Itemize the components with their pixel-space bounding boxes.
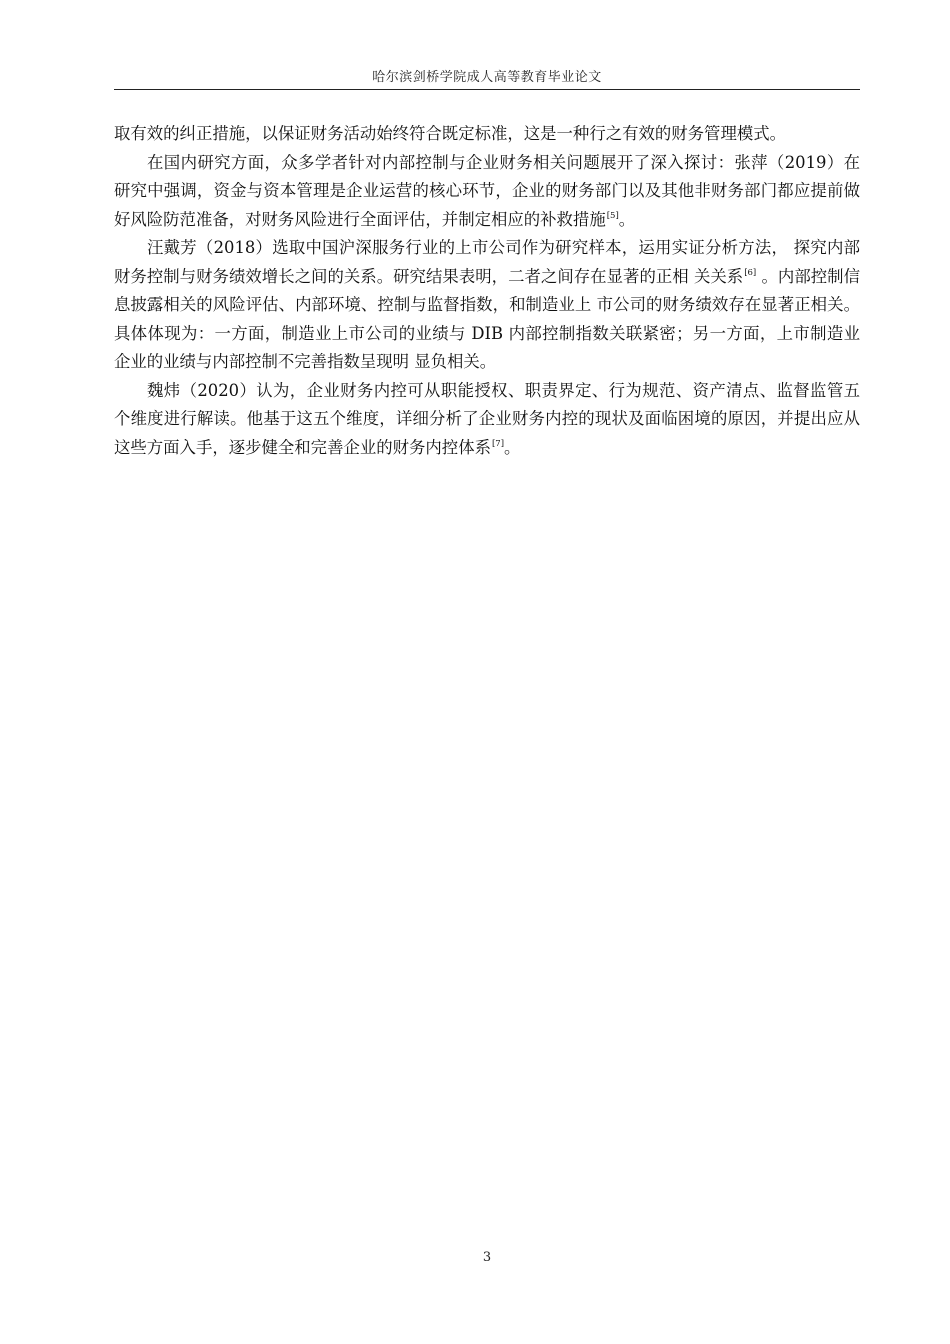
citation-reference: [6] bbox=[744, 267, 757, 278]
paragraph-text: 魏炜（2020）认为，企业财务内控可从职能授权、职责界定、行为规范、资产清点、监督监管五个维度进行解读。他基于这五个维度，详细分析了企业财务内控的现状及面临困境的原因，并提出应从这些方面入手，逐步健全和完善企业的财务内控体系 bbox=[114, 380, 860, 457]
header-divider bbox=[114, 89, 860, 90]
paragraph-tail: 。 bbox=[504, 437, 521, 457]
body-text bbox=[114, 120, 860, 462]
page-number: 3 bbox=[482, 1250, 492, 1265]
citation-reference: [7] bbox=[491, 438, 505, 449]
paragraph-wei-study bbox=[114, 377, 860, 463]
paragraph-tail: 。 bbox=[618, 209, 636, 229]
paragraph-wang-study bbox=[114, 234, 860, 377]
paragraph-text: 汪戴芳（2018）选取中国沪深服务行业的上市公司作为研究样本，运用实证分析方法， 探究内部财务控制与财务绩效增长之间的关系。研究结果表明，二者之间存在显著的正相 关关系 bbox=[114, 238, 860, 286]
paragraph-domestic-research bbox=[114, 149, 860, 235]
citation-reference: [5] bbox=[606, 210, 619, 221]
paragraph-text: 在国内研究方面，众多学者针对内部控制与企业财务相关问题展开了深入探讨：张萍（2019）在研究中强调，资金与资本管理是企业运营的核心环节，企业的财务部门以及其他非财务部门都应提前做好风险防范准备，对财务风险进行全面评估，并制定相应的补救措施 bbox=[114, 152, 860, 229]
paragraph-continuation bbox=[114, 120, 860, 149]
paragraph-tail: 。内部控制信息披露相关的风险评估、内部环境、控制与监督指数，和制造业上 市公司的财务绩效存在显著正相关。具体体现为：一方面，制造业上市公司的业绩与 DIB 内部控制指数关联紧密；另一方面，上市制造业企业的业绩与内部控制不完善指数呈现明 显负相关。 bbox=[114, 266, 860, 371]
running-header: 哈尔滨剑桥学院成人高等教育毕业论文 bbox=[372, 70, 602, 85]
paragraph-text: 取有效的纠正措施，以保证财务活动始终符合既定标准，这是一种行之有效的财务管理模式。 bbox=[114, 124, 787, 143]
